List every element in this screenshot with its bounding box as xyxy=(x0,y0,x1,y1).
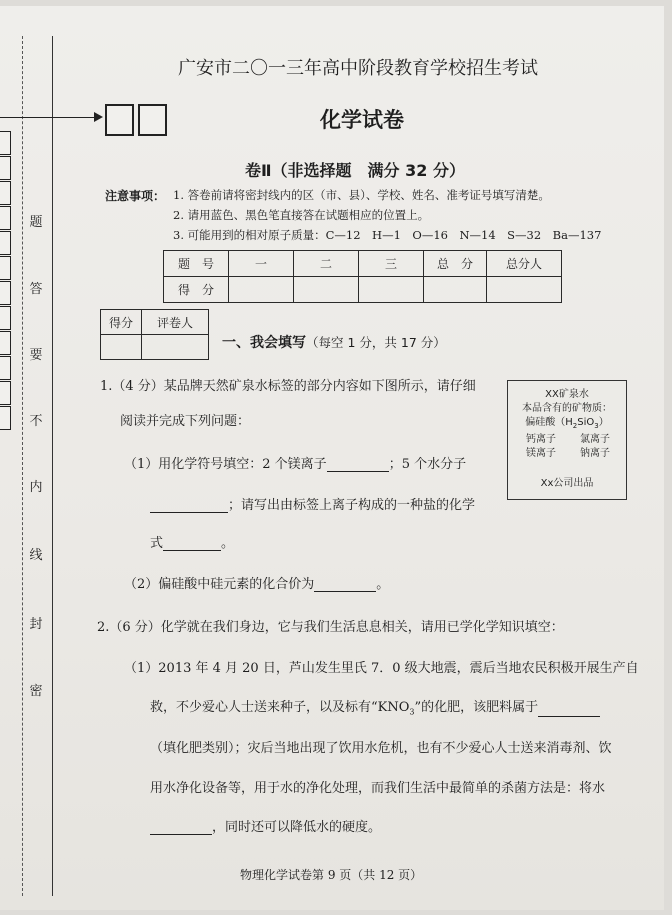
answer-blank-valence[interactable] xyxy=(314,578,376,592)
q2-stem: 2.（6 分）化学就在我们身边，它与我们生活息息相关，请用已学化学知识填空： xyxy=(97,620,564,635)
id-cell xyxy=(0,356,11,380)
label-acid-sub2: 3 xyxy=(594,422,599,430)
exam-title: 广安市二〇一三年高中阶段教育学校招生考试 xyxy=(178,58,538,79)
volume-title: 卷Ⅱ（非选择题 满分 32 分） xyxy=(245,161,465,180)
q1-stem: 1.（4 分）某品牌天然矿泉水标签的部分内容如下图所示，请仔细 xyxy=(100,379,476,394)
q1-sub1-text2: ；5 个水分子 xyxy=(388,457,467,472)
grader-table xyxy=(100,309,209,360)
binding-char: 不 xyxy=(29,414,43,429)
q1-sub1-line1 xyxy=(124,453,466,472)
q1-sub1-text: （1）用化学符号填空：2 个镁离子 xyxy=(124,457,327,472)
q1-sub2 xyxy=(124,573,389,592)
section-heading xyxy=(222,332,446,352)
arrow-icon xyxy=(0,117,96,118)
q1-stem-cont: 阅读并完成下列问题： xyxy=(120,414,251,429)
score-table-header: 二 xyxy=(294,251,359,277)
q2-line xyxy=(150,816,381,835)
section-note: （每空 1 分，共 17 分） xyxy=(306,335,446,350)
answer-blank-salt[interactable] xyxy=(163,537,221,551)
grader-score-cell[interactable] xyxy=(101,335,142,360)
q1-sub1-line3 xyxy=(150,532,234,551)
q2-line xyxy=(150,696,600,717)
q2-text: 救，不少爱心人士送来种子，以及标有“KNO xyxy=(150,700,410,715)
id-cell xyxy=(0,331,11,355)
q2-line: （填化肥类别）；灾后当地出现了饮用水危机，也有不少爱心人士送来消毒剂、饮 xyxy=(150,741,612,756)
binding-char: 内 xyxy=(29,480,43,495)
score-row-label: 得 分 xyxy=(164,277,229,303)
id-cell xyxy=(0,306,11,330)
answer-blank-water[interactable] xyxy=(150,499,228,513)
score-table xyxy=(163,250,562,303)
grader-name-cell[interactable] xyxy=(142,335,209,360)
id-cell xyxy=(0,131,11,155)
id-cell xyxy=(0,181,11,205)
q1-sub1-line2 xyxy=(150,494,475,513)
score-cell[interactable] xyxy=(359,277,424,303)
binding-char: 线 xyxy=(29,548,43,563)
answer-blank-fertilizer[interactable] xyxy=(538,703,600,717)
q1-sub1-text4: 式 xyxy=(150,536,164,551)
q1-sub2-text: （2）偏硅酸中硅元素的化合价为 xyxy=(124,577,315,592)
id-cell xyxy=(0,281,11,305)
id-cell xyxy=(0,256,11,280)
answer-blank-mg-ion[interactable] xyxy=(327,458,389,472)
score-table-header: 一 xyxy=(229,251,294,277)
label-ion: 氯离子 xyxy=(580,434,610,445)
arrow-head-icon xyxy=(94,112,103,122)
label-line2 xyxy=(508,416,626,433)
q1-sub2-end: 。 xyxy=(376,577,390,592)
id-cell xyxy=(0,206,11,230)
score-table-header: 题 号 xyxy=(164,251,229,277)
note-item: 2. 请用蓝色、黑色笔直接答在试题相应的位置上。 xyxy=(173,208,430,222)
score-table-header: 总分人 xyxy=(487,251,562,277)
binding-char: 题 xyxy=(29,215,43,230)
notes-label: 注意事项： xyxy=(105,189,166,203)
score-cell[interactable] xyxy=(294,277,359,303)
section-title: 一、我会填写 xyxy=(222,335,306,351)
q1-sub1-text3: ；请写出由标签上离子构成的一种盐的化学 xyxy=(228,498,476,513)
id-cell xyxy=(0,231,11,255)
label-ion: 镁离子 xyxy=(526,448,556,459)
binding-char: 要 xyxy=(29,348,43,363)
id-cell xyxy=(0,156,11,180)
seat-number-box xyxy=(105,104,134,136)
label-acid-suffix: ） xyxy=(598,417,609,428)
label-acid-sub1: 2 xyxy=(572,422,578,430)
label-line1: 本品含有的矿物质： xyxy=(522,403,612,414)
grader-score-label: 得分 xyxy=(101,310,142,335)
id-cell xyxy=(0,406,11,430)
binding-char: 密 xyxy=(29,684,43,699)
q2-line: 用水净化设备等，用于水的净化处理，而我们生活中最简单的杀菌方法是：将水 xyxy=(150,781,606,796)
label-maker: Xx公司出品 xyxy=(540,478,594,489)
note-item: 3. 可能用到的相对原子质量：C—12 H—1 O—16 N—14 S—32 Ba—137 xyxy=(173,228,602,242)
seal-line xyxy=(52,36,53,896)
cut-line xyxy=(22,36,23,896)
q2-text: ，同时还可以降低水的硬度。 xyxy=(212,820,382,835)
seat-number-box xyxy=(138,104,167,136)
answer-blank-boil[interactable] xyxy=(150,821,212,835)
q2-text: ”的化肥，该肥料属于 xyxy=(414,700,539,715)
q1-sub1-end: 。 xyxy=(221,536,235,551)
q2-subscript: 3 xyxy=(409,707,415,717)
grader-name-label: 评卷人 xyxy=(142,310,209,335)
score-table-header: 三 xyxy=(359,251,424,277)
score-table-header: 总 分 xyxy=(424,251,487,277)
label-title: XX矿泉水 xyxy=(545,389,589,400)
score-cell[interactable] xyxy=(487,277,562,303)
label-ion: 钙离子 xyxy=(526,434,556,445)
label-ion: 钠离子 xyxy=(580,448,610,459)
page-footer: 物理化学试卷第 9 页（共 12 页） xyxy=(240,868,423,882)
score-cell[interactable] xyxy=(424,277,487,303)
subject-title: 化学试卷 xyxy=(320,108,404,132)
label-acid-prefix: 偏硅酸（H xyxy=(525,417,573,428)
note-item: 1. 答卷前请将密封线内的区（市、县）、学校、姓名、准考证号填写清楚。 xyxy=(173,188,550,202)
label-acid-mid: SiO xyxy=(577,417,595,428)
mineral-water-label xyxy=(507,380,627,500)
score-cell[interactable] xyxy=(229,277,294,303)
exam-page xyxy=(0,6,664,910)
binding-char: 答 xyxy=(29,282,43,297)
id-cell xyxy=(0,381,11,405)
q2-line: （1）2013 年 4 月 20 日，芦山发生里氏 7．0 级大地震，震后当地农民积极开展生产自 xyxy=(124,661,639,676)
binding-char: 封 xyxy=(29,617,43,632)
